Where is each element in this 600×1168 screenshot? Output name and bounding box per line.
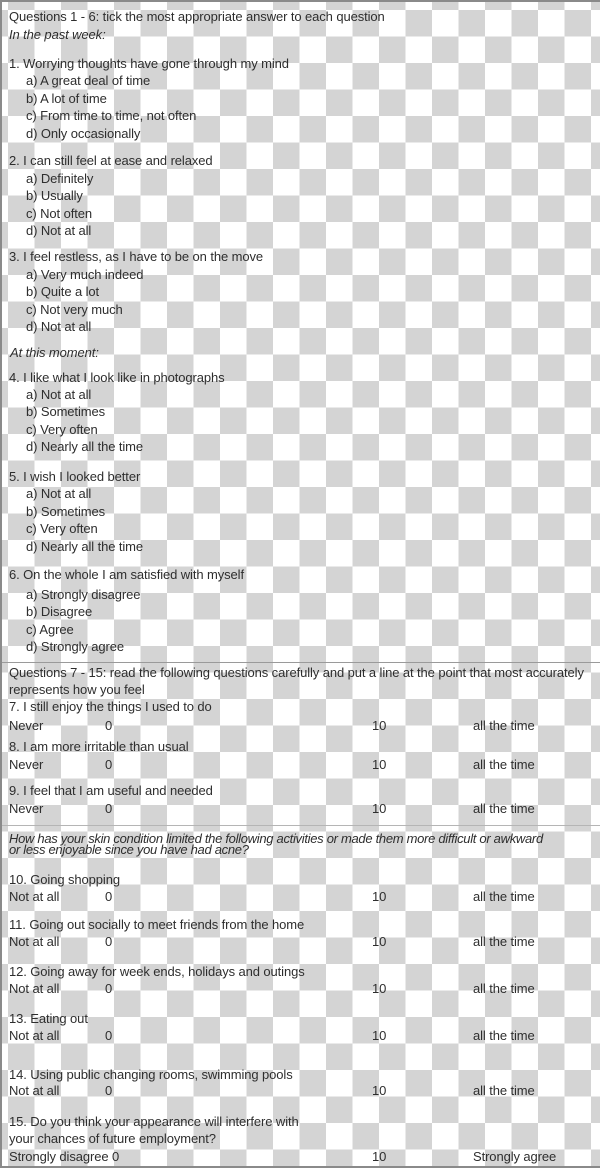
scale-min: 0 (105, 1083, 113, 1098)
option-d[interactable]: d) Nearly all the time (26, 539, 144, 554)
option-d[interactable]: d) Strongly agree (26, 639, 125, 654)
option-b[interactable]: b) A lot of time (26, 91, 107, 106)
scale-max: 10 (372, 1083, 387, 1098)
option-a[interactable]: a) Strongly disagree (26, 587, 141, 602)
section-divider (2, 662, 600, 663)
scale-right-label: Strongly agree (473, 1149, 557, 1164)
option-b[interactable]: b) Usually (26, 188, 83, 203)
scale-left-label: Not at all (9, 1083, 60, 1098)
option-d[interactable]: d) Not at all (26, 319, 92, 334)
scale-min: 0 (105, 718, 113, 733)
scale-left-label: Never (9, 801, 44, 816)
scale-max: 10 (372, 801, 387, 816)
scale-right-label: all the time (473, 889, 535, 904)
option-b[interactable]: b) Quite a lot (26, 284, 100, 299)
scale-min: 0 (105, 981, 113, 996)
question-text: 8. I am more irritable than usual (9, 739, 189, 754)
question-text: 10. Going shopping (9, 872, 120, 887)
section-at-this-moment: At this moment: (10, 345, 99, 360)
question-text: 12. Going away for week ends, holidays and outings (9, 964, 305, 979)
scale-min: 0 (105, 1028, 113, 1043)
scale-max: 10 (372, 889, 387, 904)
option-a[interactable]: a) A great deal of time (26, 73, 151, 88)
question-text: 13. Eating out (9, 1011, 88, 1026)
scale-left-label: Never (9, 718, 44, 733)
scale-max: 10 (372, 757, 387, 772)
scale-left-label: Not at all (9, 1028, 60, 1043)
option-a[interactable]: a) Very much indeed (26, 267, 144, 282)
question-text: 2. I can still feel at ease and relaxed (9, 153, 213, 168)
question-text-line1: 15. Do you think your appearance will interfere with (9, 1114, 299, 1129)
scale-right-label: all the time (473, 718, 535, 733)
scale-left-label: Not at all (9, 889, 60, 904)
scale-max: 10 (372, 718, 387, 733)
scale-min: 0 (105, 757, 113, 772)
skin-intro-line2: or less enjoyable since you have had acne? (9, 842, 249, 857)
scale-left-label: Never (9, 757, 44, 772)
question-text: 4. I like what I look like in photographs (9, 370, 225, 385)
question-text: 9. I feel that I am useful and needed (9, 783, 213, 798)
question-text: 6. On the whole I am satisfied with myself (9, 567, 244, 582)
scale-right-label: all the time (473, 981, 535, 996)
scale-right-label: all the time (473, 801, 535, 816)
scale-left-label: Not at all (9, 981, 60, 996)
option-a[interactable]: a) Definitely (26, 171, 94, 186)
question-text: 11. Going out socially to meet friends from the home (9, 917, 305, 932)
scale-right-label: all the time (473, 1028, 535, 1043)
scale-right-label: all the time (473, 1083, 535, 1098)
option-c[interactable]: c) Not very much (26, 302, 123, 317)
question-text: 1. Worrying thoughts have gone through my mind (9, 56, 289, 71)
option-d[interactable]: d) Nearly all the time (26, 439, 144, 454)
part2-instructions-line2: represents how you feel (9, 682, 145, 697)
skin-intro-line1: How has your skin condition limited the following activities or made them more difficult or awkward (9, 831, 543, 846)
option-b[interactable]: b) Sometimes (26, 404, 105, 419)
scale-min: 0 (105, 889, 113, 904)
scale-right-label: all the time (473, 934, 535, 949)
question-text: 7. I still enjoy the things I used to do (9, 699, 212, 714)
option-d[interactable]: d) Only occasionally (26, 126, 141, 141)
option-c[interactable]: c) From time to time, not often (26, 108, 197, 123)
scale-min: 0 (105, 934, 113, 949)
option-b[interactable]: b) Sometimes (26, 504, 105, 519)
question-text-line2: your chances of future employment? (9, 1131, 216, 1146)
option-c[interactable]: c) Very often (26, 521, 98, 536)
option-c[interactable]: c) Agree (26, 622, 74, 637)
scale-max: 10 (372, 934, 387, 949)
scale-max: 10 (372, 1149, 387, 1164)
option-c[interactable]: c) Very often (26, 422, 98, 437)
section-past-week: In the past week: (9, 27, 106, 42)
scale-left-label: Strongly disagree 0 (9, 1149, 120, 1164)
section-divider (2, 825, 600, 826)
question-text: 3. I feel restless, as I have to be on the move (9, 249, 263, 264)
scale-max: 10 (372, 981, 387, 996)
scale-right-label: all the time (473, 757, 535, 772)
option-c[interactable]: c) Not often (26, 206, 92, 221)
scale-left-label: Not at all (9, 934, 60, 949)
scale-min: 0 (105, 801, 113, 816)
scale-max: 10 (372, 1028, 387, 1043)
part2-instructions-line1: Questions 7 - 15: read the following questions carefully and put a line at the point that most accurately (9, 665, 584, 680)
question-text: 5. I wish I looked better (9, 469, 141, 484)
part1-instructions: Questions 1 - 6: tick the most appropriate answer to each question (9, 9, 385, 24)
option-a[interactable]: a) Not at all (26, 387, 92, 402)
option-a[interactable]: a) Not at all (26, 486, 92, 501)
option-b[interactable]: b) Disagree (26, 604, 93, 619)
option-d[interactable]: d) Not at all (26, 223, 92, 238)
question-text: 14. Using public changing rooms, swimming pools (9, 1067, 293, 1082)
